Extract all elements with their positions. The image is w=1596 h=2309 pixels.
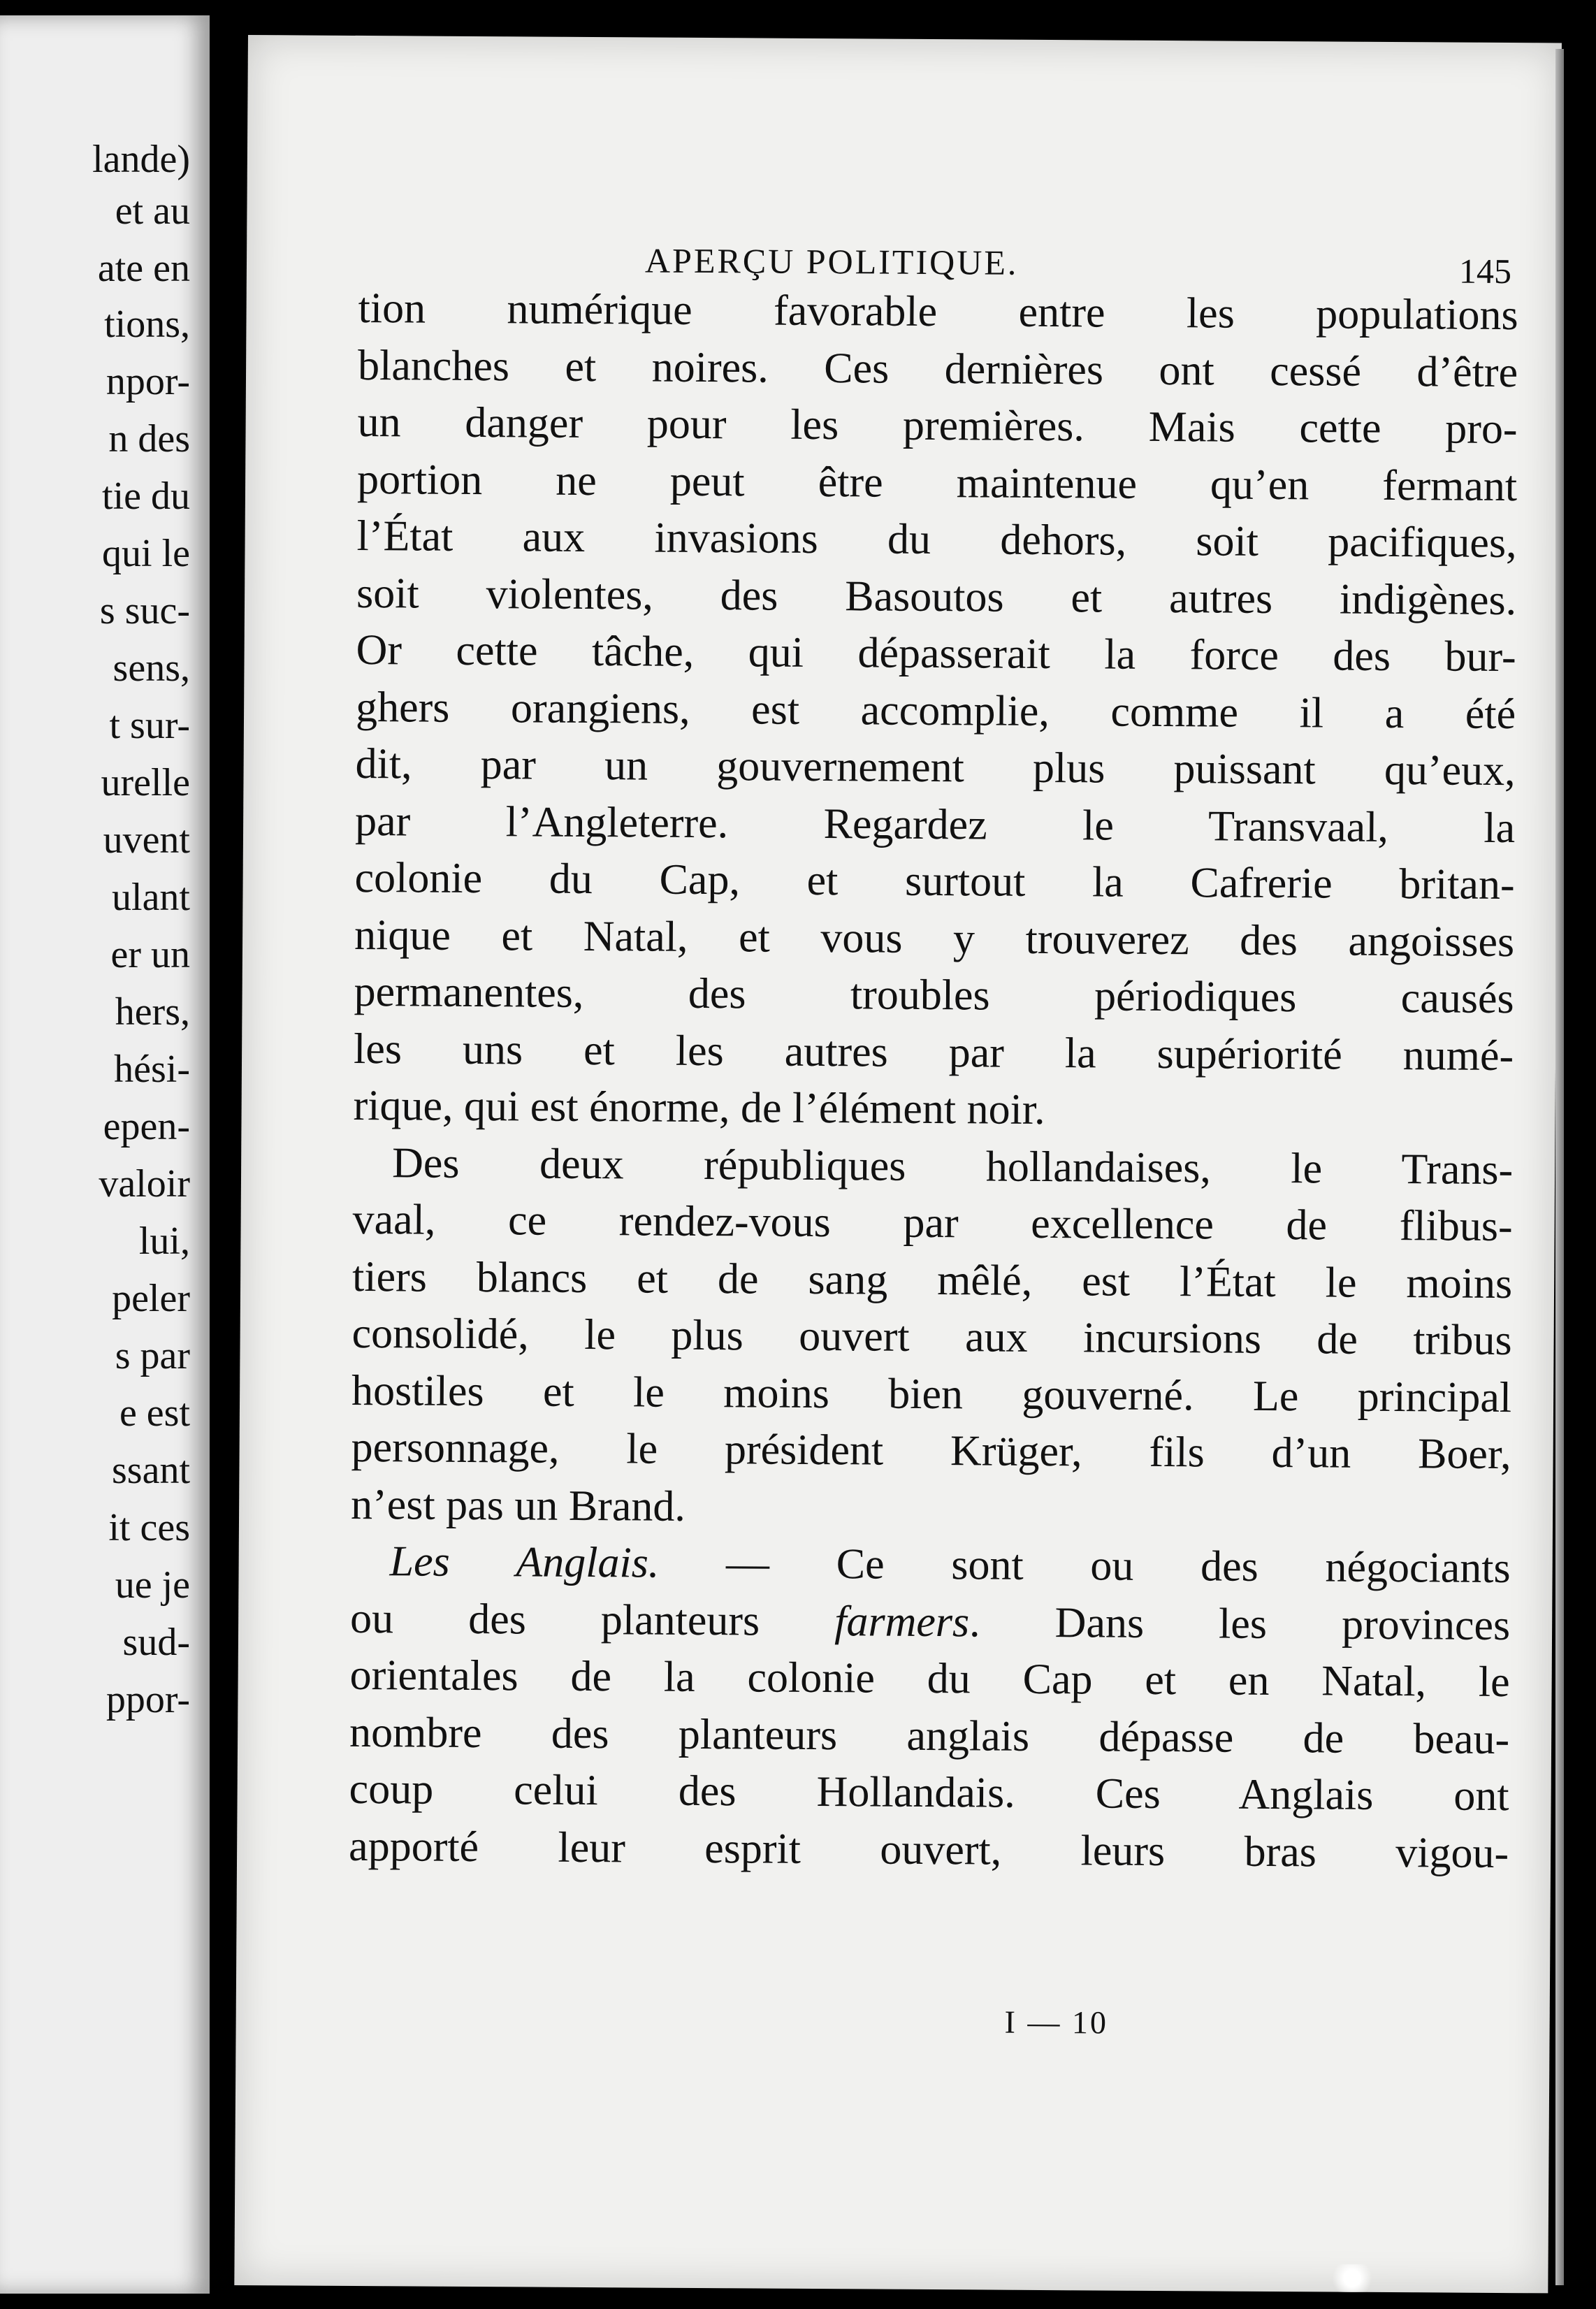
left-page-line: ue je	[115, 1563, 190, 1607]
left-page-line: sens,	[113, 646, 190, 690]
left-page-line: tie du	[102, 475, 190, 518]
left-page-line: e est	[119, 1391, 190, 1435]
scan-artifact	[1328, 2264, 1377, 2292]
left-page-line: peler	[112, 1277, 190, 1320]
text-line: nique et Natal, et vous y trouverez des angoisses	[354, 911, 1515, 966]
left-page-line: urelle	[101, 761, 190, 804]
left-page-fragment	[0, 15, 210, 2294]
left-page-line: npor-	[106, 360, 190, 403]
page-number: 145	[1458, 251, 1512, 291]
left-page-line: ulant	[112, 876, 190, 919]
left-page-line: n des	[108, 417, 190, 461]
text-line: blanches et noires. Ces dernières ont cessé d’être	[357, 341, 1518, 396]
text-line: dit, par un gouvernement plus puissant qu’eux,	[355, 739, 1516, 795]
text-line: colonie du Cap, et surtout la Cafrerie britan-	[354, 853, 1515, 909]
text-line	[350, 1590, 1510, 1654]
left-page-line: ate en	[97, 247, 190, 290]
left-page-line: ppor-	[106, 1678, 190, 1721]
text-line: un danger pour les premières. Mais cette pro-	[357, 398, 1518, 454]
left-page-line: hési-	[114, 1048, 190, 1091]
body-text	[349, 280, 1518, 1882]
text-line: Des deux républiques hollandaises, le Trans-	[391, 1138, 1514, 1194]
left-page-line: qui le	[102, 532, 190, 575]
text-line	[350, 1533, 1510, 1598]
left-page-line: et au	[115, 189, 190, 233]
left-page-line: ssant	[112, 1449, 190, 1492]
text-line: par l’Angleterre. Regardez le Transvaal, la	[354, 797, 1516, 852]
left-page-line: tions,	[104, 303, 190, 346]
text-line: n’est pas un Brand.	[350, 1480, 686, 1530]
text-line: l’État aux invasions du dehors, soit pacifiques,	[356, 512, 1517, 567]
text-line: hostiles et le moins bien gouverné. Le principal	[351, 1366, 1512, 1421]
text-line: apporté leur esprit ouvert, leurs bras vigou-	[348, 1822, 1509, 1877]
signature-mark: I — 10	[1004, 2004, 1109, 2041]
section-heading: Les Anglais.	[389, 1537, 660, 1587]
left-page-line: t sur-	[109, 704, 190, 747]
text-fragment: — Ce sont ou des négociants	[659, 1539, 1511, 1593]
left-page-line: lui,	[138, 1219, 190, 1263]
text-line: portion ne peut être maintenue qu’en fermant	[356, 455, 1518, 510]
italic-term: farmers	[834, 1597, 970, 1646]
left-page-line: hers,	[115, 990, 190, 1034]
text-fragment: ou des planteurs	[349, 1594, 835, 1645]
running-head: APERÇU POLITIQUE.	[644, 240, 1019, 282]
left-page-line: lande)	[92, 138, 190, 181]
left-page-line: epen-	[103, 1105, 190, 1148]
text-line: personnage, le président Krüger, fils d’un Boer,	[351, 1423, 1511, 1479]
text-line: soit violentes, des Basoutos et autres indigènes.	[356, 569, 1517, 624]
text-line: tion numérique favorable entre les populations	[358, 284, 1518, 340]
text-line: les uns et les autres par la supériorité numé-	[353, 1025, 1514, 1080]
text-line: vaal, ce rendez-vous par excellence de flibus-	[352, 1195, 1513, 1251]
text-line: orientales de la colonie du Cap et en Natal, le	[349, 1651, 1510, 1707]
text-line: Or cette tâche, qui dépasserait la force des bur-	[356, 625, 1516, 681]
text-line: permanentes, des troubles périodiques causés	[354, 967, 1514, 1023]
text-fragment: . Dans les provinces	[969, 1598, 1511, 1649]
page-edge-shadow	[1555, 49, 1564, 2285]
left-page-line: s suc-	[99, 589, 190, 632]
left-page-line: er un	[110, 933, 190, 976]
left-page-line: sud-	[122, 1621, 190, 1664]
text-line: tiers blancs et de sang mêlé, est l’État le moins	[351, 1252, 1513, 1308]
text-line: rique, qui est énorme, de l’élément noir.	[353, 1081, 1045, 1134]
text-line: ghers orangiens, est accomplie, comme il a été	[355, 683, 1516, 738]
right-page	[234, 35, 1562, 2293]
left-page-line: uvent	[103, 818, 190, 862]
text-line: nombre des planteurs anglais dépasse de beau-	[349, 1708, 1510, 1763]
left-page-line: it ces	[108, 1506, 190, 1549]
text-line: coup celui des Hollandais. Ces Anglais ont	[349, 1765, 1509, 1821]
text-line: consolidé, le plus ouvert aux incursions de tribus	[351, 1309, 1512, 1365]
left-page-line: valoir	[99, 1162, 190, 1206]
left-page-line: s par	[115, 1334, 190, 1377]
